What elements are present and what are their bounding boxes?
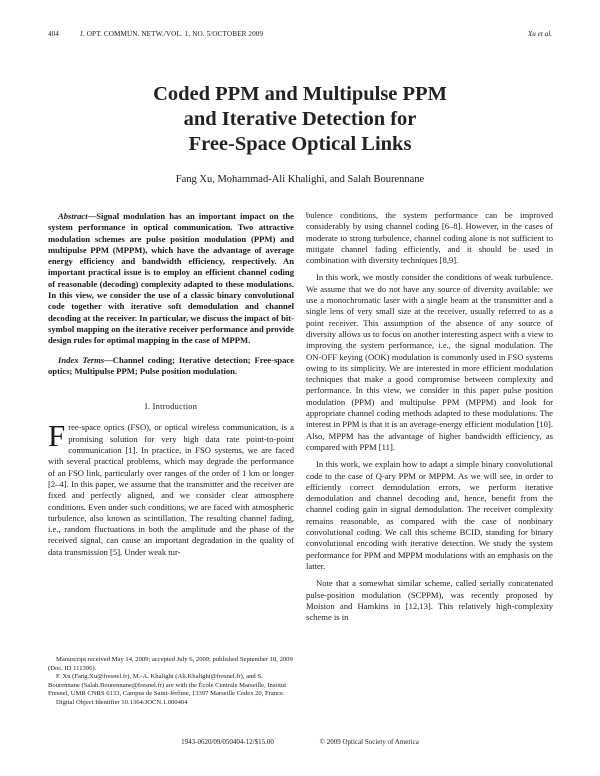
- title-line: Coded PPM and Multipulse PPM: [153, 83, 447, 105]
- running-header: [48, 30, 552, 42]
- index-terms-text: Channel coding; Iterative detection; Free-space optics; Multipulse PPM; Pulse position modulation.: [48, 354, 294, 376]
- body-paragraph: Note that a somewhat similar scheme, called serially concatenated pulse-position modulation (SCPPM), was recently proposed by Moision and Hamkins in [12,13]. This relatively high-complexity scheme is in: [306, 578, 553, 623]
- copyright: © 2009 Optical Society of America: [319, 738, 419, 746]
- intro-paragraph: [48, 418, 294, 558]
- body-paragraph: In this work, we explain how to adapt a simple binary convolutional code to the case of Q-ary PPM or MPPM. As we will see, in order to efficiently correct demodulation errors, we perform iterative demodulation and channel decoding and, hence, benefit from the channel coding gain in signal demodulation. The receiver complexity remains reasonable, as compared with the case of nonbinary convolutional coding. We call this scheme BCID, standing for binary convolutional encoding with iterative detection. We study the system performance for PPM and MPPM modulations with an emphasis on the latter.: [306, 459, 553, 571]
- right-column: [306, 210, 553, 629]
- page-number: 404: [48, 30, 59, 38]
- title-line: Free-Space Optical Links: [188, 133, 412, 155]
- running-author: Xu et al.: [527, 30, 552, 38]
- body-paragraph: In this work, we mostly consider the conditions of weak turbulence. We assume that we do not have any source of diversity available: we use a monochromatic laser with a single beam at the transmitter and a single lens of very small size at the receiver, usually referred to as a point receiver. This assumption of the absence of any source of diversity allows us to focus on another interesting aspect with a view to improving the system performance, i.e., the signal modulation. The ON-OFF keying (OOK) modulation is commonly used in FSO systems owing to its simplicity. We are interested in more efficient modulation techniques that make a good compromise between complexity and performance. In this view, we consider in this paper pulse position modulation (PPM) and multipulse PPM (MPPM) and look for appropriate channel coding methods adapted to these modulations. The interest in PPM is that it is an average-energy efficient modulation [10]. Also, MPPM has the advantage of higher bandwidth efficiency, as compared with PPM [11].: [306, 272, 553, 452]
- author-list: Fang Xu, Mohammad-Ali Khalighi, and Salah Bourennane: [175, 174, 425, 185]
- index-terms-label: Index Terms: [58, 354, 105, 365]
- intro-text: ree-space optics (FSO), or optical wireless communication, is a promising solution for very high data rate point-to-point communication [1]. In practice, in FSO systems, we are faced with several practical problems, which may degrade the performance of an FSO link, particularly over ranges of the order of 1 km or longer [2–4]. In this paper, we assume that the transmitter and the receiver are fixed and perfectly aligned, and we consider clear atmosphere conditions. Even under such conditions, we are faced with atmospheric turbulence, also known as scintillation. The resulting channel fading, i.e., random fluctuations in both the amplitude and the phase of the received signal, can cause an important degradation in the quality of data transmission [5]. Under weak tur-: [48, 422, 294, 557]
- abstract-text: Signal modulation has an important impact on the system performance in optical communication. Two attractive modulation schemes are pulse position modulation (PPM) and multipulse PPM (MPPM), which have the advantage of average energy efficiency and bandwidth efficiency, respectively. An important practical issue is to employ an efficient channel coding of reasonable (decoding) complexity adapted to these modulations. In this view, we consider the use of a classic binary convolutional code together with iterative soft demodulation and channel decoding at the receiver. In particular, we discuss the impact of bit-symbol mapping on the iterative receiver performance and provide design rules for optimal mapping in the case of MPPM.: [48, 211, 294, 346]
- body-paragraph: bulence conditions, the system performance can be improved considerably by using channel coding [6–8]. However, in the cases of moderate to strong turbulence, channel coding alone is not sufficient to mitigate channel fading efficiently, and it should be used in combination with diversity techniques [8,9].: [306, 210, 553, 266]
- abstract-label: Abstract: [58, 211, 88, 221]
- page-footer: [0, 738, 600, 746]
- footnotes: [48, 656, 294, 707]
- footnote: Digital Object Identifier 10.1364/JOCN.1.000404: [56, 698, 188, 706]
- title-line: and Iterative Detection for: [183, 108, 417, 130]
- section-heading: I. Introduction: [144, 402, 198, 412]
- journal-info: J. OPT. COMMUN. NETW./VOL. 1, NO. 5/OCTOBER 2009: [80, 30, 264, 38]
- issn: 1943-0620/09/050404-12/$15.00: [181, 738, 274, 746]
- left-column: [48, 211, 294, 558]
- footnote: F. Xu (Fang.Xu@fresnel.fr), M.-A. Khalighi (Ali.Khalighi@fresnel.fr), and S. Bourennane (Salah.Bourennane@fresnel.fr) are with the École Centrale Marseille, Institut Fresnel, UMR CNRS 6133, Campus de Saint-Jérôme, 13397 Marseille Cedex 20, France.: [48, 673, 287, 697]
- drop-cap: F: [48, 418, 66, 454]
- abstract: Abstract—Signal modulation has an important impact on the system performance in optical communication. Two attractive modulation schemes are pulse position modulation (PPM) and multipulse PPM (MPPM), which have the advantage of average energy efficiency and bandwidth efficiency, respectively. An important practical issue is to employ an efficient channel coding of reasonable (decoding) complexity adapted to these modulations. In this view, we consider the use of a classic binary convolutional code together with iterative soft demodulation and channel decoding at the receiver. In particular, we discuss the impact of bit-symbol mapping on the iterative receiver performance and provide design rules for optimal mapping in the case of MPPM.: [48, 211, 294, 346]
- paper-title: [60, 82, 540, 157]
- footnote: Manuscript received May 14, 2009; accepted July 6, 2009; published September 18, 2009 (Doc. ID 111396).: [48, 656, 293, 672]
- index-terms: Index Terms—Channel coding; Iterative detection; Free-space optics; Multipulse PPM; Pulse position modulation.: [48, 354, 294, 376]
